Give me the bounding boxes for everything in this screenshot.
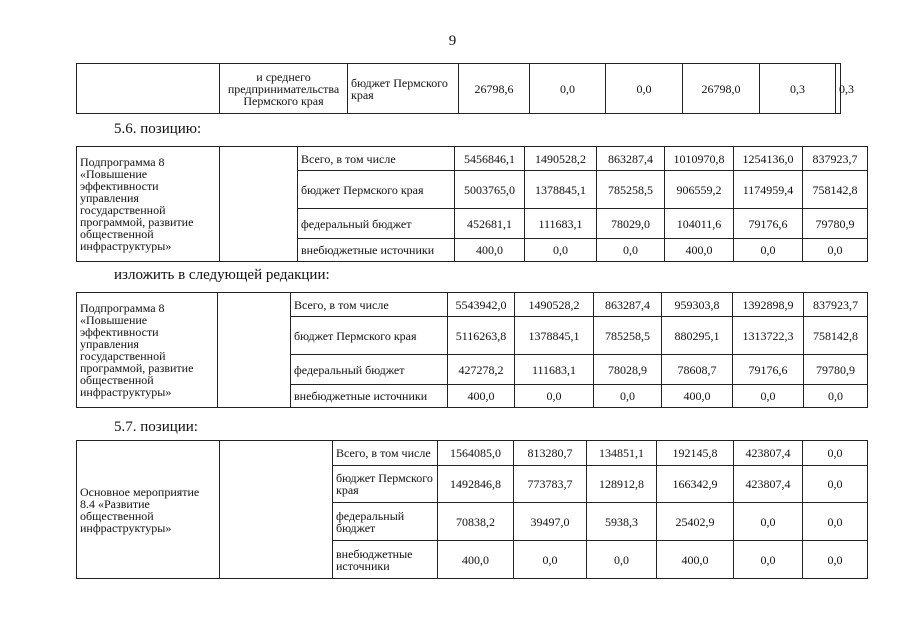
value-cell: 5938,3	[587, 503, 657, 541]
value-cell: 1174959,4	[734, 171, 803, 209]
funding-source: бюджет Пермского края	[291, 317, 448, 355]
value-cell: 400,0	[448, 385, 515, 408]
funding-source: бюджет Пермского края	[333, 466, 438, 503]
funding-source: Всего, в том числе	[291, 293, 448, 317]
value-cell: 5543942,0	[448, 293, 515, 317]
value-cell: 39497,0	[514, 503, 587, 541]
value-cell: 111683,1	[515, 355, 594, 385]
empty-cell	[77, 64, 220, 114]
value-cell: 0,0	[515, 385, 594, 408]
value-cell: 400,0	[665, 239, 734, 262]
value-cell: 78029,0	[597, 209, 665, 239]
value-cell: 26798,6	[459, 64, 530, 114]
value-cell: 0,0	[587, 541, 657, 579]
value-cell: 5116263,8	[448, 317, 515, 355]
funding-source: федеральный бюджет	[291, 355, 448, 385]
value-cell: 880295,1	[662, 317, 733, 355]
value-cell: 0,0	[525, 239, 597, 262]
empty-cell	[218, 293, 291, 408]
value-cell: 906559,2	[665, 171, 734, 209]
value-cell: 70838,2	[438, 503, 514, 541]
value-cell: 0,0	[803, 541, 868, 579]
empty-cell	[220, 441, 333, 579]
value-cell: 1490528,2	[515, 293, 594, 317]
table-continuation	[76, 63, 854, 114]
value-cell: 111683,1	[525, 209, 597, 239]
funding-source: федеральный бюджет	[298, 209, 455, 239]
value-cell: 79176,6	[734, 209, 803, 239]
page-number: 9	[448, 33, 457, 49]
table-5-7	[76, 440, 868, 579]
value-cell: 192145,8	[657, 441, 734, 466]
value-cell: 0,0	[594, 385, 662, 408]
empty-cell	[220, 147, 298, 262]
funding-source: федеральный бюджет	[333, 503, 438, 541]
value-cell: 0,3	[836, 64, 841, 114]
value-cell: 0,0	[803, 441, 868, 466]
value-cell: 400,0	[455, 239, 525, 262]
section-heading-5-6: 5.6. позицию:	[114, 121, 202, 137]
value-cell: 863287,4	[597, 147, 665, 171]
value-cell: 166342,9	[657, 466, 734, 503]
value-cell: 400,0	[662, 385, 733, 408]
value-cell: 0,3	[760, 64, 836, 114]
value-cell: 773783,7	[514, 466, 587, 503]
value-cell: 5003765,0	[455, 171, 525, 209]
value-cell: 1564085,0	[438, 441, 514, 466]
value-cell: 128912,8	[587, 466, 657, 503]
value-cell: 785258,5	[597, 171, 665, 209]
table-5-6-new	[76, 292, 868, 408]
value-cell: 1254136,0	[734, 147, 803, 171]
program-description: и среднего предпринимательства Пермского края	[220, 64, 348, 114]
value-cell: 79176,6	[733, 355, 804, 385]
program-description: Основное мероприятие 8.4 «Развитие общественной инфраструктуры»	[77, 441, 220, 579]
value-cell: 1492846,8	[438, 466, 514, 503]
program-description: Подпрограмма 8 «Повышение эффективности управления государственной программой, развитие общественной инфраструктуры»	[77, 147, 220, 262]
value-cell: 758142,8	[803, 171, 868, 209]
section-heading-new: изложить в следующей редакции:	[114, 267, 330, 283]
funding-source: внебюджетные источники	[333, 541, 438, 579]
value-cell: 0,0	[803, 239, 868, 262]
value-cell: 400,0	[438, 541, 514, 579]
value-cell: 959303,8	[662, 293, 733, 317]
value-cell: 837923,7	[803, 147, 868, 171]
value-cell: 863287,4	[594, 293, 662, 317]
value-cell: 0,0	[514, 541, 587, 579]
value-cell: 1490528,2	[525, 147, 597, 171]
value-cell: 0,0	[606, 64, 683, 114]
funding-source: Всего, в том числе	[298, 147, 455, 171]
value-cell: 0,0	[803, 466, 868, 503]
value-cell: 78608,7	[662, 355, 733, 385]
table-5-6-old	[76, 146, 868, 262]
value-cell: 758142,8	[804, 317, 868, 355]
value-cell: 813280,7	[514, 441, 587, 466]
funding-source: бюджет Пермского края	[348, 64, 459, 114]
program-description: Подпрограмма 8 «Повышение эффективности управления государственной программой, развитие общественной инфраструктуры»	[77, 293, 218, 408]
value-cell: 78028,9	[594, 355, 662, 385]
value-cell: 25402,9	[657, 503, 734, 541]
funding-source: внебюджетные источники	[298, 239, 455, 262]
value-cell: 0,0	[734, 541, 803, 579]
value-cell: 423807,4	[734, 466, 803, 503]
value-cell: 0,0	[597, 239, 665, 262]
value-cell: 452681,1	[455, 209, 525, 239]
value-cell: 0,0	[804, 385, 868, 408]
value-cell: 0,0	[734, 503, 803, 541]
value-cell: 1313722,3	[733, 317, 804, 355]
value-cell: 0,0	[530, 64, 606, 114]
funding-source: Всего, в том числе	[333, 441, 438, 466]
value-cell: 26798,0	[683, 64, 760, 114]
value-cell: 79780,9	[803, 209, 868, 239]
funding-source: внебюджетные источники	[291, 385, 448, 408]
value-cell: 427278,2	[448, 355, 515, 385]
value-cell: 423807,4	[734, 441, 803, 466]
value-cell: 0,0	[733, 385, 804, 408]
value-cell: 1392898,9	[733, 293, 804, 317]
section-heading-5-7: 5.7. позиции:	[114, 419, 198, 435]
value-cell: 134851,1	[587, 441, 657, 466]
funding-source: бюджет Пермского края	[298, 171, 455, 209]
value-cell: 1378845,1	[515, 317, 594, 355]
value-cell: 785258,5	[594, 317, 662, 355]
value-cell: 104011,6	[665, 209, 734, 239]
value-cell: 5456846,1	[455, 147, 525, 171]
value-cell: 837923,7	[804, 293, 868, 317]
value-cell: 0,0	[803, 503, 868, 541]
value-cell: 1010970,8	[665, 147, 734, 171]
value-cell: 400,0	[657, 541, 734, 579]
value-cell: 79780,9	[804, 355, 868, 385]
value-cell: 1378845,1	[525, 171, 597, 209]
value-cell: 0,0	[734, 239, 803, 262]
